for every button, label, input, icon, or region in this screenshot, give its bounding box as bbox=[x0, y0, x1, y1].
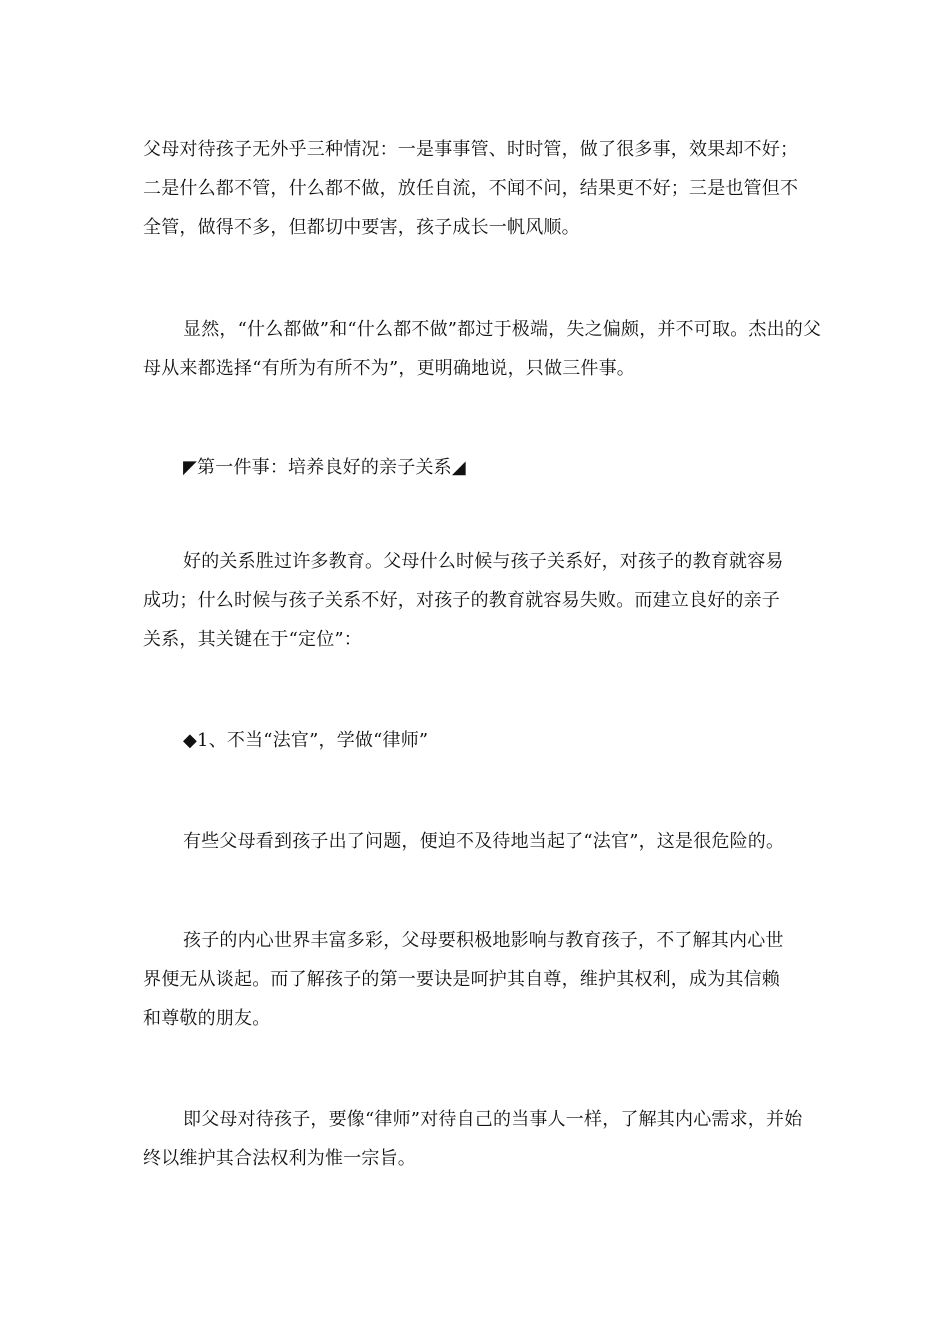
text-line: 成功；什么时候与孩子关系不好，对孩子的教育就容易失败。而建立良好的亲子 bbox=[143, 590, 780, 611]
text-line: 显然，“什么都做”和“什么都不做”都过于极端，失之偏颇，并不可取。杰出的父 bbox=[183, 319, 822, 340]
text-line: 即父母对待孩子，要像“律师”对待自己的当事人一样，了解其内心需求，并始 bbox=[183, 1109, 803, 1130]
text-line: 有些父母看到孩子出了问题，便迫不及待地当起了“法官”，这是很危险的。 bbox=[183, 831, 785, 852]
text-line: 全管，做得不多，但都切中要害，孩子成长一帆风顺。 bbox=[143, 217, 580, 238]
text-line: 二是什么都不管，什么都不做，放任自流，不闻不问，结果更不好；三是也管但不 bbox=[143, 178, 799, 199]
subheading-judge-lawyer bbox=[143, 721, 815, 760]
paragraph-judge-danger bbox=[143, 822, 815, 861]
text-line: 父母对待孩子无外乎三种情况：一是事事管、时时管，做了很多事，效果却不好； bbox=[143, 139, 799, 160]
subheading-text: ◆1、不当“法官”，学做“律师” bbox=[183, 730, 429, 751]
text-line: 和尊敬的朋友。 bbox=[143, 1008, 271, 1029]
paragraph-three-things bbox=[143, 310, 822, 388]
paragraph-lawyer-analogy bbox=[143, 1100, 815, 1178]
text-line: 关系，其关键在于“定位”： bbox=[143, 629, 363, 650]
text-line: 好的关系胜过许多教育。父母什么时候与孩子关系好，对孩子的教育就容易 bbox=[183, 551, 784, 572]
paragraph-parenting-situations bbox=[143, 130, 815, 247]
text-line: 界便无从谈起。而了解孩子的第一要诀是呵护其自尊，维护其权利，成为其信赖 bbox=[143, 969, 780, 990]
text-line: 孩子的内心世界丰富多彩，父母要积极地影响与教育孩子，不了解其内心世 bbox=[183, 930, 784, 951]
paragraph-inner-world bbox=[143, 921, 815, 1038]
section-heading-text: ◤第一件事：培养良好的亲子关系◢ bbox=[183, 457, 466, 478]
section-heading-first-thing bbox=[143, 448, 815, 487]
text-line: 母从来都选择“有所为有所不为”，更明确地说，只做三件事。 bbox=[143, 358, 636, 379]
paragraph-relationship bbox=[143, 542, 815, 659]
text-line: 终以维护其合法权利为惟一宗旨。 bbox=[143, 1148, 416, 1169]
